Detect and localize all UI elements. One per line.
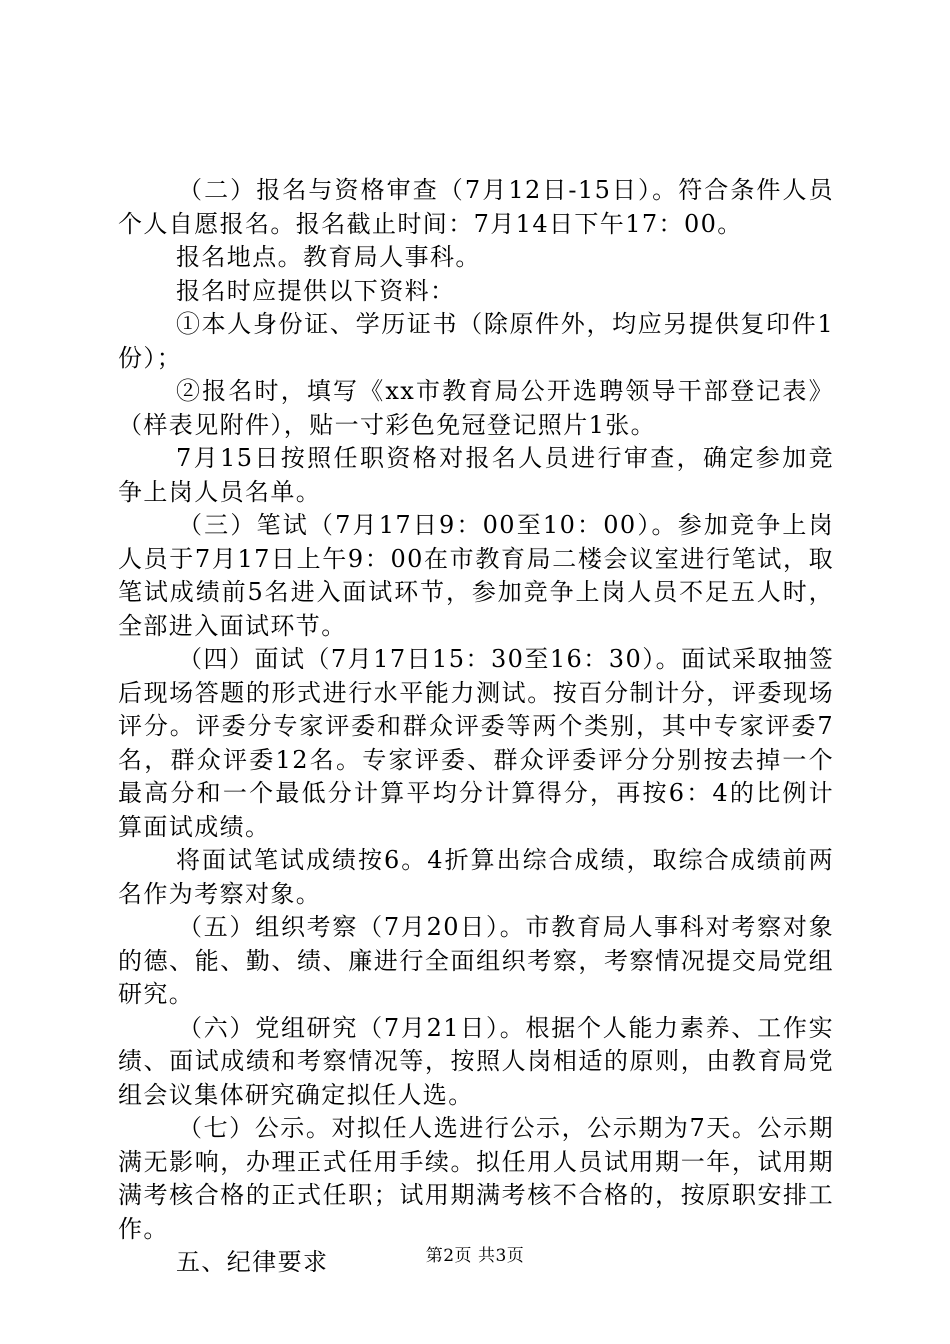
paragraph-qualification-review: 7月15日按照任职资格对报名人员进行审查，确定参加竞争上岗人员名单。 [118, 444, 834, 506]
paragraph-written-exam: （三）笔试（7月17日9：00至10：00）。参加竞争上岗人员于7月17日上午9：00在市教育局二楼会议室进行笔试，取笔试成绩前5名进入面试环节，参加竞争上岗人员不足五人时，全部进入面试环节。 [118, 511, 834, 640]
paragraph-registration-location: 报名地点。教育局人事科。 [176, 243, 481, 271]
paragraph-party-review: （六）党组研究（7月21日）。根据个人能力素养、工作实绩、面试成绩和考察情况等，按照人岗相适的原则，由教育局党组会议集体研究确定拟任人选。 [118, 1013, 834, 1109]
page-number-footer: 第2页 共3页 [425, 1246, 525, 1266]
section-heading-discipline: 五、纪律要求 [176, 1248, 329, 1276]
paragraph-required-materials: 报名时应提供以下资料： [176, 276, 456, 305]
list-item-id-documents: ①本人身份证、学历证书（除原件外，均应另提供复印件1份）； [118, 310, 834, 372]
paragraph-registration: （二）报名与资格审查（7月12日-15日）。符合条件人员个人自愿报名。报名截止时间：7月14日下午17：00。 [118, 176, 834, 238]
paragraph-inspection: （五）组织考察（7月20日）。市教育局人事科对考察对象的德、能、勤、绩、廉进行全面组织考察，考察情况提交局党组研究。 [118, 913, 834, 1008]
paragraph-interview: （四）面试（7月17日15：30至16：30）。面试采取抽签后现场答题的形式进行水平能力测试。按百分制计分，评委现场评分。评委分专家评委和群众评委等两个类别，其中专家评委7名，群众评委12名。专家评委、群众评委评分分别按去掉一个最高分和一个最低分计算平均分计算得分，再按6：4的比例计算面试成绩。 [118, 645, 834, 841]
document-body [118, 174, 834, 1280]
list-item-registration-form: ②报名时，填写《xx市教育局公开选聘领导干部登记表》（样表见附件），贴一寸彩色免冠登记照片1张。 [118, 377, 834, 439]
paragraph-composite-score: 将面试笔试成绩按6。4折算出综合成绩，取综合成绩前两名作为考察对象。 [118, 846, 834, 908]
paragraph-publicity: （七）公示。对拟任人选进行公示，公示期为7天。公示期满无影响，办理正式任用手续。拟任用人员试用期一年，试用期满考核合格的正式任职；试用期满考核不合格的，按原职安排工作。 [118, 1114, 834, 1243]
